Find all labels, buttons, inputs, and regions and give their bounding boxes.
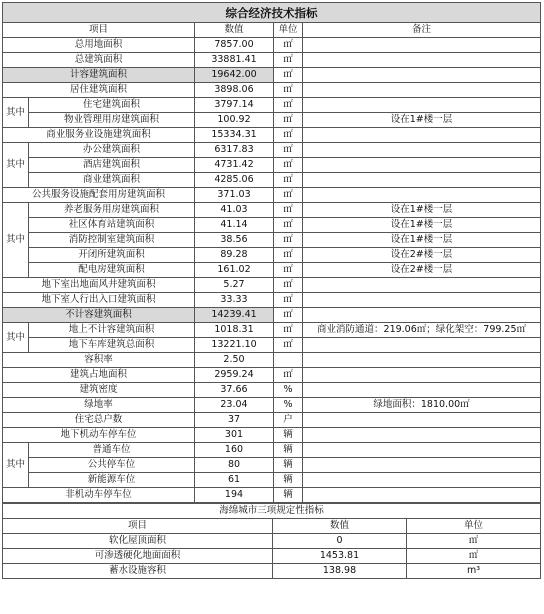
row-unit: 辆 <box>274 488 303 503</box>
row-unit: ㎡ <box>274 308 303 323</box>
row-value: 15334.31 <box>195 128 274 143</box>
header-value: 数值 <box>195 23 274 38</box>
row-unit: m³ <box>407 564 541 579</box>
row-value: 89.28 <box>195 248 274 263</box>
row-note <box>303 353 541 368</box>
row-value: 14239.41 <box>195 308 274 323</box>
row-note <box>303 443 541 458</box>
row-label: 地下车库建筑总面积 <box>29 338 195 353</box>
row-note: 设在2#楼一层 <box>303 248 541 263</box>
table-row <box>3 248 541 263</box>
row-label: 总用地面积 <box>3 38 195 53</box>
row-note <box>303 488 541 503</box>
row-label: 计容建筑面积 <box>3 68 195 83</box>
row-value: 2959.24 <box>195 368 274 383</box>
row-value: 37.66 <box>195 383 274 398</box>
row-note <box>303 68 541 83</box>
row-note <box>303 293 541 308</box>
row-note: 绿地面积：1810.00㎡ <box>303 398 541 413</box>
table-row <box>3 38 541 53</box>
sponge-header-value: 数值 <box>273 519 407 534</box>
row-unit: ㎡ <box>274 293 303 308</box>
header-unit: 单位 <box>274 23 303 38</box>
row-value: 371.03 <box>195 188 274 203</box>
row-unit: ㎡ <box>407 534 541 549</box>
row-value: 5.27 <box>195 278 274 293</box>
row-unit: ㎡ <box>274 158 303 173</box>
row-value: 4285.06 <box>195 173 274 188</box>
row-unit: ㎡ <box>274 98 303 113</box>
row-note: 设在1#楼一层 <box>303 113 541 128</box>
row-label: 开闭所建筑面积 <box>29 248 195 263</box>
row-label: 物业管理用房建筑面积 <box>29 113 195 128</box>
row-value: 1018.31 <box>195 323 274 338</box>
row-value: 37 <box>195 413 274 428</box>
row-label: 地下室人行出入口建筑面积 <box>3 293 195 308</box>
indicator-sheet <box>2 2 540 579</box>
row-value: 13221.10 <box>195 338 274 353</box>
table-row <box>3 458 541 473</box>
row-label: 地上不计容建筑面积 <box>29 323 195 338</box>
table-row <box>3 68 541 83</box>
row-label: 住宅总户数 <box>3 413 195 428</box>
row-label: 商业建筑面积 <box>29 173 195 188</box>
table-row <box>3 128 541 143</box>
row-value: 80 <box>195 458 274 473</box>
table-row <box>3 323 541 338</box>
row-unit: ㎡ <box>274 188 303 203</box>
row-value: 194 <box>195 488 274 503</box>
row-note <box>303 413 541 428</box>
row-label: 居住建筑面积 <box>3 83 195 98</box>
table-row <box>3 383 541 398</box>
row-label: 新能源车位 <box>29 473 195 488</box>
row-label: 酒店建筑面积 <box>29 158 195 173</box>
table-row <box>3 143 541 158</box>
table-row <box>3 293 541 308</box>
row-note <box>303 143 541 158</box>
row-note <box>303 428 541 443</box>
row-unit: ㎡ <box>274 173 303 188</box>
row-unit: % <box>274 383 303 398</box>
row-note <box>303 38 541 53</box>
table-row <box>3 338 541 353</box>
row-label: 办公建筑面积 <box>29 143 195 158</box>
row-label: 公共停车位 <box>29 458 195 473</box>
row-label: 蓄水设施容积 <box>3 564 273 579</box>
row-note <box>303 173 541 188</box>
row-label: 住宅建筑面积 <box>29 98 195 113</box>
table-row <box>3 203 541 218</box>
row-unit: ㎡ <box>274 68 303 83</box>
table-row <box>3 398 541 413</box>
table-row <box>3 428 541 443</box>
row-unit <box>274 353 303 368</box>
table-row <box>3 564 541 579</box>
row-label: 配电房建筑面积 <box>29 263 195 278</box>
header-item: 项目 <box>3 23 195 38</box>
sponge-title: 海绵城市三项规定性指标 <box>3 504 541 519</box>
row-value: 23.04 <box>195 398 274 413</box>
table-row <box>3 534 541 549</box>
row-note <box>303 368 541 383</box>
row-unit: ㎡ <box>274 368 303 383</box>
table-row <box>3 98 541 113</box>
row-note <box>303 338 541 353</box>
sponge-city-table <box>2 503 541 579</box>
row-unit: ㎡ <box>274 323 303 338</box>
sponge-header-item: 项目 <box>3 519 273 534</box>
row-value: 2.50 <box>195 353 274 368</box>
row-note <box>303 383 541 398</box>
row-unit: ㎡ <box>274 38 303 53</box>
table-row <box>3 263 541 278</box>
row-value: 38.56 <box>195 233 274 248</box>
row-value: 6317.83 <box>195 143 274 158</box>
row-unit: ㎡ <box>407 549 541 564</box>
row-value: 301 <box>195 428 274 443</box>
row-note <box>303 83 541 98</box>
row-unit: ㎡ <box>274 233 303 248</box>
row-note: 设在1#楼一层 <box>303 218 541 233</box>
row-note <box>303 458 541 473</box>
table-row <box>3 413 541 428</box>
row-value: 7857.00 <box>195 38 274 53</box>
row-label: 普通车位 <box>29 443 195 458</box>
row-note <box>303 473 541 488</box>
group-label: 其中 <box>3 443 29 488</box>
row-unit: 辆 <box>274 428 303 443</box>
row-unit: ㎡ <box>274 83 303 98</box>
row-note: 设在1#楼一层 <box>303 233 541 248</box>
row-label: 地下室出地面风井建筑面积 <box>3 278 195 293</box>
table-row <box>3 53 541 68</box>
group-label: 其中 <box>3 323 29 353</box>
row-label: 绿地率 <box>3 398 195 413</box>
row-label: 地下机动车停车位 <box>3 428 195 443</box>
row-label: 建筑密度 <box>3 383 195 398</box>
table-row <box>3 173 541 188</box>
row-unit: ㎡ <box>274 248 303 263</box>
row-unit: 辆 <box>274 473 303 488</box>
row-label: 可渗透硬化地面面积 <box>3 549 273 564</box>
row-label: 软化屋顶面积 <box>3 534 273 549</box>
row-value: 41.14 <box>195 218 274 233</box>
table-row <box>3 188 541 203</box>
row-note <box>303 188 541 203</box>
row-unit: ㎡ <box>274 143 303 158</box>
row-unit: ㎡ <box>274 128 303 143</box>
row-label: 养老服务用房建筑面积 <box>29 203 195 218</box>
row-note <box>303 158 541 173</box>
sponge-header-unit: 单位 <box>407 519 541 534</box>
row-label: 不计容建筑面积 <box>3 308 195 323</box>
table-row <box>3 368 541 383</box>
table-row <box>3 278 541 293</box>
table-row <box>3 488 541 503</box>
group-label: 其中 <box>3 98 29 128</box>
table-row <box>3 353 541 368</box>
row-note <box>303 53 541 68</box>
table-row <box>3 113 541 128</box>
row-value: 138.98 <box>273 564 407 579</box>
row-note: 设在2#楼一层 <box>303 263 541 278</box>
row-unit: ㎡ <box>274 203 303 218</box>
row-note <box>303 308 541 323</box>
row-value: 19642.00 <box>195 68 274 83</box>
row-note <box>303 278 541 293</box>
table-row <box>3 473 541 488</box>
row-label: 容积率 <box>3 353 195 368</box>
row-value: 3898.06 <box>195 83 274 98</box>
row-unit: ㎡ <box>274 113 303 128</box>
row-value: 161.02 <box>195 263 274 278</box>
row-value: 160 <box>195 443 274 458</box>
row-unit: ㎡ <box>274 53 303 68</box>
row-unit: ㎡ <box>274 338 303 353</box>
group-label: 其中 <box>3 203 29 278</box>
row-unit: ㎡ <box>274 218 303 233</box>
row-note <box>303 128 541 143</box>
economic-indicators-table <box>2 2 541 503</box>
row-label: 非机动车停车位 <box>3 488 195 503</box>
row-unit: % <box>274 398 303 413</box>
row-label: 建筑占地面积 <box>3 368 195 383</box>
row-label: 社区体育站建筑面积 <box>29 218 195 233</box>
row-value: 33.33 <box>195 293 274 308</box>
table-row <box>3 308 541 323</box>
row-value: 0 <box>273 534 407 549</box>
row-value: 100.92 <box>195 113 274 128</box>
row-note: 商业消防通道：219.06㎡；绿化架空：799.25㎡ <box>303 323 541 338</box>
row-unit: 辆 <box>274 443 303 458</box>
row-unit: ㎡ <box>274 278 303 293</box>
table-row <box>3 443 541 458</box>
row-label: 公共服务设施配套用房建筑面积 <box>3 188 195 203</box>
row-note: 设在1#楼一层 <box>303 203 541 218</box>
row-value: 33881.41 <box>195 53 274 68</box>
row-label: 总建筑面积 <box>3 53 195 68</box>
row-label: 商业服务业设施建筑面积 <box>3 128 195 143</box>
row-label: 消防控制室建筑面积 <box>29 233 195 248</box>
header-note: 备注 <box>303 23 541 38</box>
row-value: 3797.14 <box>195 98 274 113</box>
row-note <box>303 98 541 113</box>
table-row <box>3 549 541 564</box>
table-row <box>3 158 541 173</box>
row-value: 61 <box>195 473 274 488</box>
row-value: 1453.81 <box>273 549 407 564</box>
row-value: 41.03 <box>195 203 274 218</box>
row-unit: ㎡ <box>274 263 303 278</box>
row-value: 4731.42 <box>195 158 274 173</box>
table-title: 综合经济技术指标 <box>3 3 541 23</box>
table-row <box>3 83 541 98</box>
row-unit: 辆 <box>274 458 303 473</box>
table-row <box>3 233 541 248</box>
row-unit: 户 <box>274 413 303 428</box>
group-label: 其中 <box>3 143 29 188</box>
table-row <box>3 218 541 233</box>
